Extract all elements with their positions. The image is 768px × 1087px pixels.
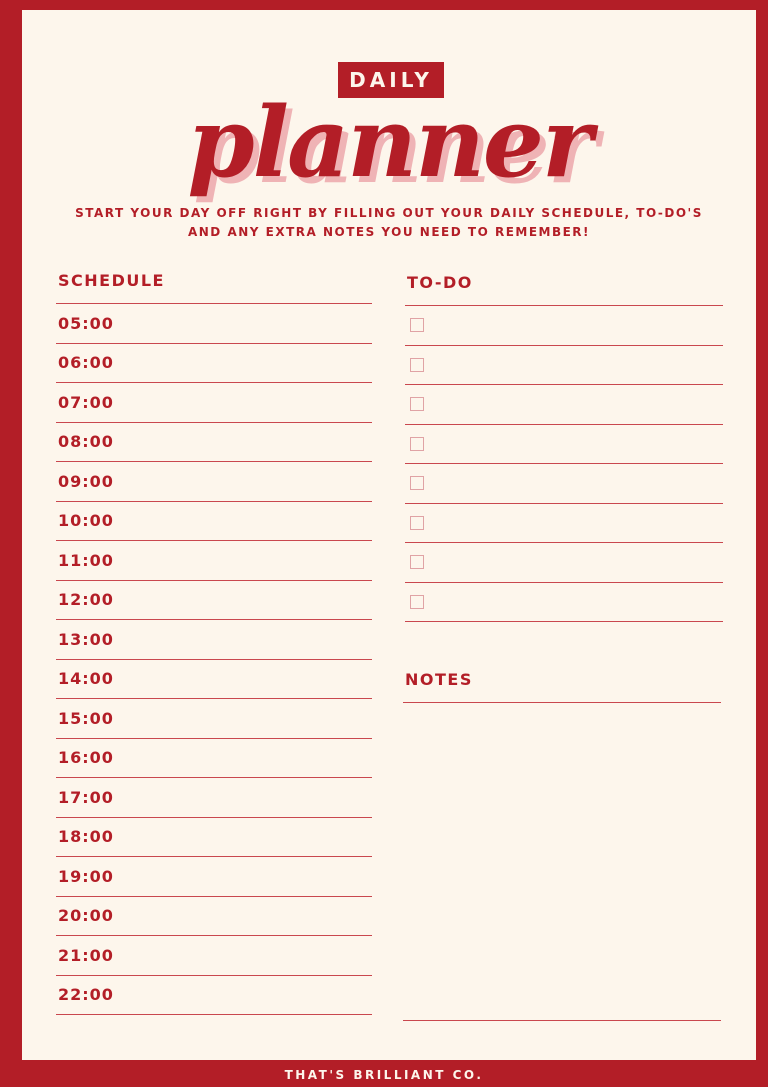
todo-row[interactable]: [405, 346, 723, 386]
schedule-row[interactable]: [56, 739, 372, 779]
schedule-section: [56, 266, 372, 1015]
schedule-row[interactable]: [56, 462, 372, 502]
todo-checkbox[interactable]: [410, 516, 424, 530]
schedule-heading: SCHEDULE: [56, 266, 372, 304]
todo-row[interactable]: [405, 425, 723, 465]
schedule-time: 22:00: [58, 985, 114, 1005]
schedule-row[interactable]: [56, 699, 372, 739]
schedule-row[interactable]: [56, 620, 372, 660]
schedule-row[interactable]: [56, 897, 372, 937]
todo-heading: TO-DO: [405, 268, 723, 306]
todo-checkbox[interactable]: [410, 476, 424, 490]
schedule-time: 05:00: [58, 313, 114, 333]
schedule-time: 06:00: [58, 353, 114, 373]
schedule-row[interactable]: [56, 383, 372, 423]
schedule-row[interactable]: [56, 423, 372, 463]
todo-row[interactable]: [405, 504, 723, 544]
schedule-time: 21:00: [58, 945, 114, 965]
daily-badge: DAILY: [338, 62, 444, 98]
page-title: planner: [187, 86, 591, 199]
planner-sheet: [22, 10, 756, 1060]
todo-row[interactable]: [405, 306, 723, 346]
schedule-time: 19:00: [58, 866, 114, 886]
schedule-time: 07:00: [58, 392, 114, 412]
schedule-row[interactable]: [56, 857, 372, 897]
schedule-row[interactable]: [56, 976, 372, 1016]
schedule-row[interactable]: [56, 936, 372, 976]
schedule-time: 09:00: [58, 471, 114, 491]
notes-heading: NOTES: [403, 665, 721, 703]
todo-row[interactable]: [405, 583, 723, 623]
schedule-row[interactable]: [56, 344, 372, 384]
schedule-time: 17:00: [58, 787, 114, 807]
intro-line-1: START YOUR DAY OFF RIGHT BY FILLING OUT YOUR DAILY SCHEDULE, TO-DO'S: [75, 206, 703, 220]
schedule-row[interactable]: [56, 818, 372, 858]
schedule-time: 08:00: [58, 432, 114, 452]
todo-section: [405, 268, 723, 622]
schedule-time: 20:00: [58, 906, 114, 926]
intro-line-2: AND ANY EXTRA NOTES YOU NEED TO REMEMBER!: [187, 225, 591, 239]
todo-row[interactable]: [405, 464, 723, 504]
todo-checkbox[interactable]: [410, 437, 424, 451]
intro-text: [62, 204, 716, 242]
schedule-time: 11:00: [58, 550, 114, 570]
todo-checkbox[interactable]: [410, 555, 424, 569]
schedule-time: 14:00: [58, 669, 114, 689]
notes-section: [403, 665, 721, 1021]
schedule-time: 15:00: [58, 708, 114, 728]
schedule-time: 12:00: [58, 590, 114, 610]
schedule-row[interactable]: [56, 502, 372, 542]
schedule-time: 13:00: [58, 629, 114, 649]
todo-list: [405, 306, 723, 622]
notes-area[interactable]: [403, 703, 721, 1021]
schedule-row[interactable]: [56, 541, 372, 581]
todo-row[interactable]: [405, 543, 723, 583]
schedule-row[interactable]: [56, 581, 372, 621]
schedule-row[interactable]: [56, 778, 372, 818]
schedule-time: 10:00: [58, 511, 114, 531]
todo-checkbox[interactable]: [410, 358, 424, 372]
todo-row[interactable]: [405, 385, 723, 425]
todo-checkbox[interactable]: [410, 318, 424, 332]
footer-brand: THAT'S BRILLIANT CO.: [284, 1068, 484, 1082]
schedule-list: [56, 304, 372, 1015]
todo-checkbox[interactable]: [410, 397, 424, 411]
schedule-row[interactable]: [56, 304, 372, 344]
schedule-time: 16:00: [58, 748, 114, 768]
todo-checkbox[interactable]: [410, 595, 424, 609]
schedule-time: 18:00: [58, 827, 114, 847]
schedule-row[interactable]: [56, 660, 372, 700]
